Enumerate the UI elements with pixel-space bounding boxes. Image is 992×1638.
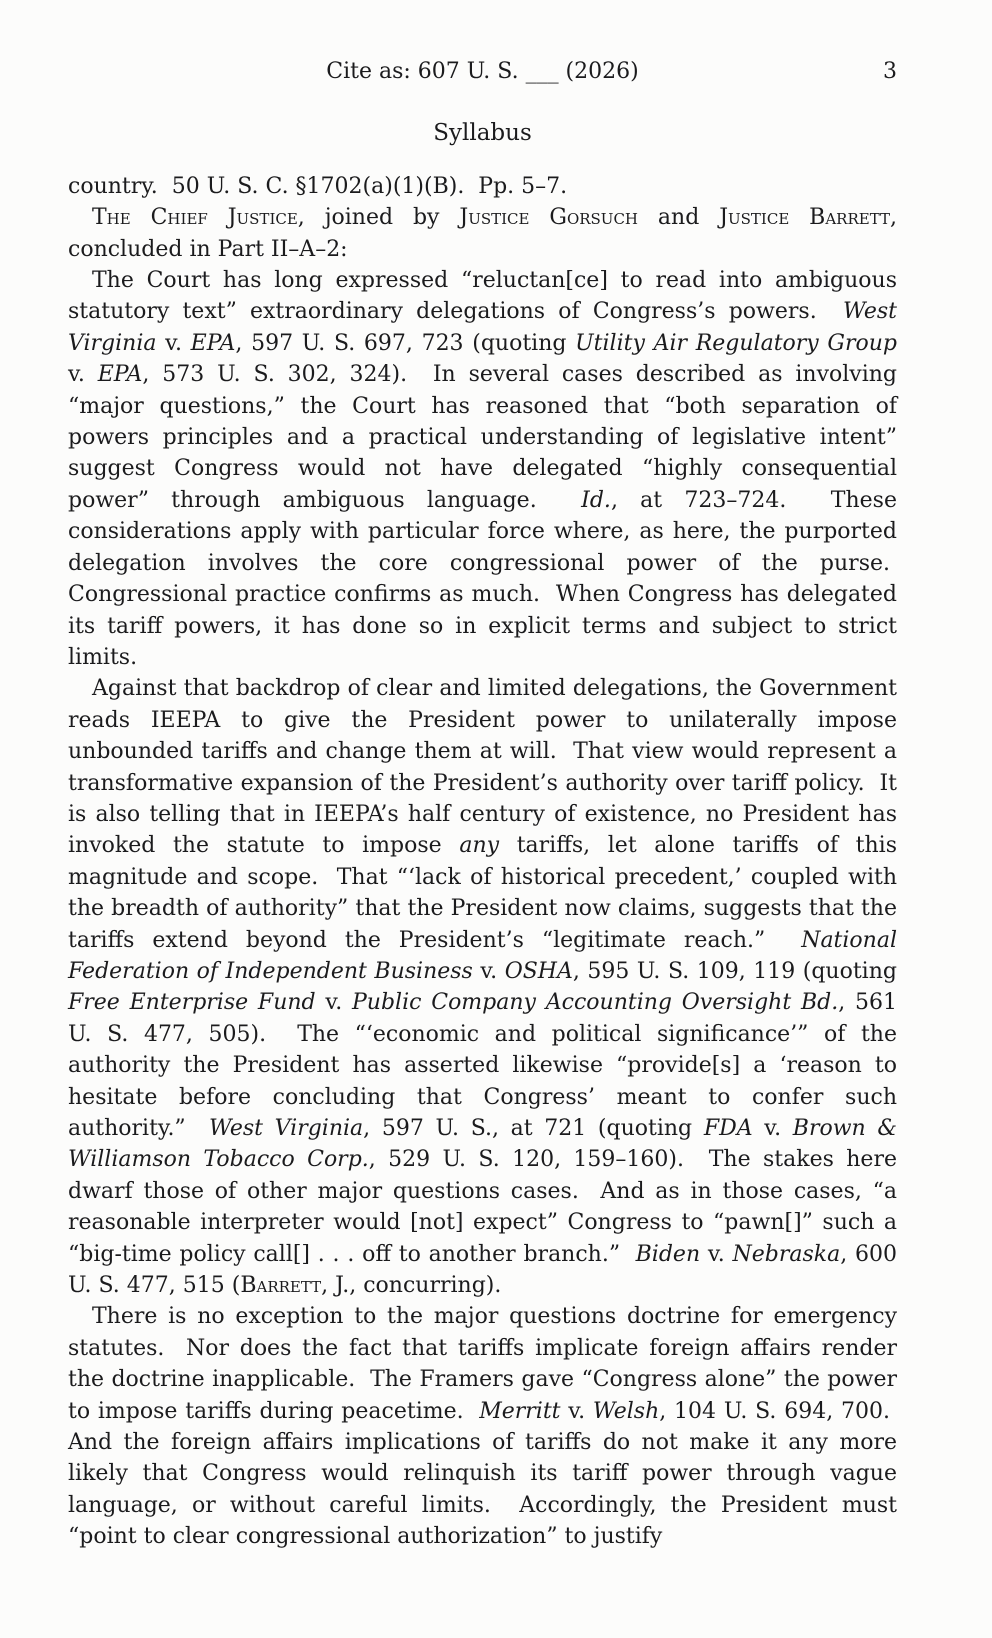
- text-run: Against that backdrop of clear and limited delegations, the Government reads IEEPA to give the President power to unilaterally impose unbounded tariffs and change them at will. That view would represent a transformative expansion of the President’s authority over tariff policy. It is also telling that in IEEPA’s half century of existence, no President has invoked the statute to impose: [68, 676, 897, 859]
- text-run: any: [459, 833, 500, 859]
- text-run: West Virginia: [68, 299, 897, 356]
- text-run: Public Company Accounting Oversight Bd.: [352, 990, 839, 1016]
- text-run: , joined by: [297, 205, 460, 231]
- text-run: , 529 U. S. 120, 159–160). The stakes here dwarf those of other major questions cases. And as in those cases, “a reasonable interpreter would [not] expect” Congress to “pawn[]” such a “big-time policy call[] . . . off to another branch.”: [68, 1147, 897, 1267]
- text-run: The Court has long expressed “reluctan[ce] to read into ambiguous statutory text” extraordinary delegations of Congress’s powers.: [68, 268, 897, 325]
- paragraph-no-emergency-exception: [68, 1301, 897, 1552]
- text-run: Brown & Williamson Tobacco Corp.: [68, 1116, 897, 1173]
- text-run: v.: [700, 1241, 733, 1267]
- text-run: Free Enterprise Fund: [68, 990, 316, 1016]
- text-run: v.: [68, 362, 98, 388]
- text-run: , J., concurring).: [321, 1273, 502, 1299]
- text-run: v.: [560, 1398, 593, 1424]
- text-run: , concluded in Part II–A–2:: [68, 205, 898, 262]
- text-run: There is no exception to the major questions doctrine for emergency statutes. Nor does the fact that tariffs implicate foreign affairs render the doctrine inapplicable. The Framers gave “Congress alone” the power to impose tariffs during peacetime.: [68, 1304, 897, 1424]
- text-run: Justice Barrett: [719, 205, 891, 231]
- text-run: , 561 U. S. 477, 505). The “‘economic and political significance’” of the authority the President has asserted likewise “provide[s] a ‘reason to hesitate before concluding that Congress’ meant to confer such authority.”: [68, 990, 897, 1141]
- paragraph-continuation: [68, 171, 897, 202]
- text-run: and: [638, 205, 720, 231]
- text-run: , 573 U. S. 302, 324). In several cases described as involving “major questions,” the Court has reasoned that “both separation of powers principles and a practical understanding of legislative intent” suggest Congress would not have delegated “highly consequential power” through ambiguous language.: [68, 362, 897, 513]
- text-run: EPA: [97, 362, 143, 388]
- text-run: , 597 U. S., at 721 (quoting: [363, 1116, 704, 1141]
- text-run: OSHA: [504, 958, 573, 984]
- text-run: The Chief Justice: [92, 205, 298, 231]
- citation-line: Cite as: 607 U. S. ___ (2026): [326, 59, 639, 84]
- text-run: EPA: [190, 330, 236, 356]
- text-run: country. 50 U. S. C. §1702(a)(1)(B). Pp. 5–7.: [68, 173, 568, 199]
- text-run: , 597 U. S. 697, 723 (quoting: [235, 330, 576, 356]
- paragraph-holding-attribution: [68, 202, 897, 265]
- text-run: National Federation of Independent Business: [68, 927, 897, 984]
- text-run: v.: [472, 958, 505, 984]
- text-run: Utility Air Regulatory Group: [575, 330, 897, 356]
- paragraph-major-questions: [68, 265, 897, 673]
- text-run: Biden: [635, 1241, 701, 1267]
- text-run: Justice Gorsuch: [459, 205, 639, 231]
- text-run: Welsh: [592, 1398, 660, 1424]
- text-run: v.: [752, 1116, 793, 1141]
- text-run: West Virginia: [209, 1116, 364, 1141]
- text-run: v.: [315, 990, 352, 1016]
- text-run: v.: [156, 330, 191, 356]
- section-title: Syllabus: [433, 120, 532, 147]
- text-run: Id.: [581, 487, 611, 513]
- text-run: FDA: [703, 1116, 753, 1141]
- paragraph-ieepa-delegation: [68, 673, 897, 1301]
- syllabus-body: [68, 171, 897, 1553]
- text-run: , 104 U. S. 694, 700. And the foreign affairs implications of tariffs do not make it any more likely that Congress would relinquish its tariff power through vague language, or without careful limits. Accordingly, the President must “point to clear congressional authorization” to justify: [68, 1398, 897, 1550]
- text-run: Barrett: [240, 1273, 322, 1299]
- text-run: Nebraska: [732, 1241, 841, 1267]
- page-header: [68, 56, 897, 87]
- text-run: tariffs, let alone tariffs of this magnitude and scope. That “‘lack of historical precedent,’ coupled with the breadth of authority” that the President now claims, suggests that the tariffs extend beyond the President’s “legitimate reach.”: [68, 833, 897, 953]
- text-run: , at 723–724. These considerations apply with particular force where, as here, the purported delegation involves the core congressional power of the purse. Congressional practice confirms as much. When Congress has delegated its tariff powers, it has done so in explicit terms and subject to strict limits.: [68, 487, 897, 670]
- text-run: , 595 U. S. 109, 119 (quoting: [572, 958, 897, 984]
- text-run: Merritt: [479, 1398, 561, 1424]
- page-number: 3: [883, 59, 897, 84]
- text-run: , 600 U. S. 477, 515 (: [68, 1241, 897, 1299]
